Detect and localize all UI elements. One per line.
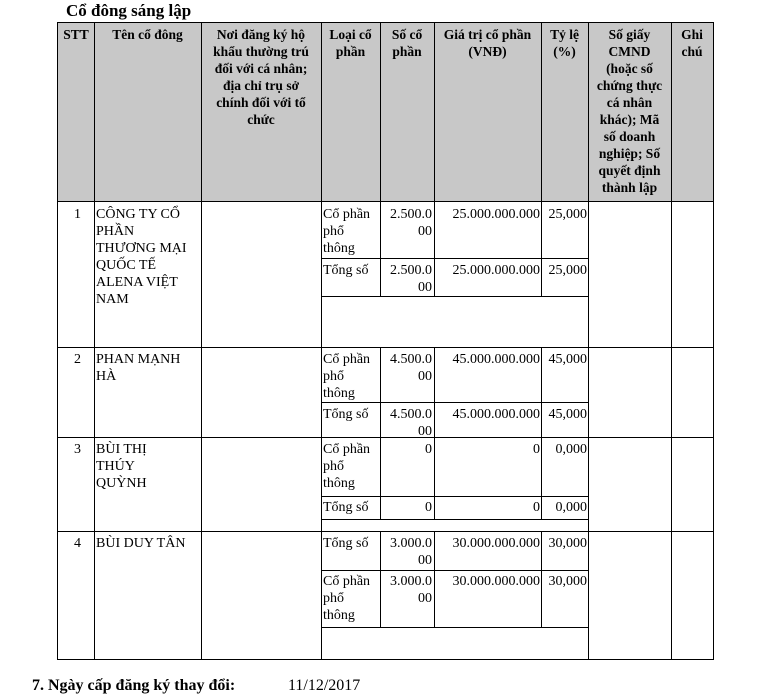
row-2-stt: 2 bbox=[74, 352, 81, 367]
change-date-label: 7. Ngày cấp đăng ký thay đổi: bbox=[32, 677, 236, 694]
row-4-value-1: 30.000.000.000 bbox=[452, 536, 540, 551]
row-1-stt: 1 bbox=[74, 207, 81, 222]
row-3-type-2: Tổng số bbox=[323, 500, 369, 515]
row-2-type-2: Tổng số bbox=[323, 407, 369, 422]
row-1-count-2: 2.500.0 00 bbox=[390, 263, 432, 295]
row-2-count-1: 4.500.0 00 bbox=[390, 352, 432, 384]
row-1-value-1: 25.000.000.000 bbox=[452, 207, 540, 222]
row-2-value-2: 45.000.000.000 bbox=[452, 407, 540, 422]
row-2-ratio-1: 45,000 bbox=[548, 352, 587, 367]
row-2-ratio-2: 45,000 bbox=[548, 407, 587, 422]
shareholder-table bbox=[57, 22, 714, 660]
header-share-value: Giá trị cổ phần (VNĐ) bbox=[443, 27, 532, 59]
row-2-value-1: 45.000.000.000 bbox=[452, 352, 540, 367]
row-4-value-2: 30.000.000.000 bbox=[452, 574, 540, 589]
header-name: Tên cổ đông bbox=[112, 27, 183, 42]
row-1-value-2: 25.000.000.000 bbox=[452, 263, 540, 278]
row-1-type-1: Cổ phần phổ thông bbox=[323, 207, 371, 256]
row-2-type-1: Cổ phần phổ thông bbox=[323, 352, 371, 401]
row-3-name: BÙI THỊ THÚY QUỲNH bbox=[96, 442, 147, 491]
header-id-number: Số giấy CMND (hoặc số chứng thực cá nhân khác); Mã số doanh nghiệp; Số quyết định thành lập bbox=[596, 27, 663, 195]
row-4-count-1: 3.000.0 00 bbox=[390, 536, 432, 568]
header-address: Nơi đăng ký hộ khẩu thường trú đối với cá nhân; địa chỉ trụ sở chính đối với tổ chức bbox=[213, 27, 309, 127]
row-4-ratio-2: 30,000 bbox=[548, 574, 587, 589]
change-date-value: 11/12/2017 bbox=[288, 677, 361, 694]
row-3-stt: 3 bbox=[74, 442, 81, 457]
row-1-type-2: Tổng số bbox=[323, 263, 369, 278]
row-4-count-2: 3.000.0 00 bbox=[390, 574, 432, 606]
header-share-type: Loại cổ phần bbox=[329, 27, 372, 59]
row-4-type-1: Tổng số bbox=[323, 536, 369, 551]
row-4-ratio-1: 30,000 bbox=[548, 536, 587, 551]
row-3-value-2: 0 bbox=[533, 500, 540, 515]
row-3-count-2: 0 bbox=[425, 500, 432, 515]
row-1-ratio-1: 25,000 bbox=[548, 207, 587, 222]
header-stt: STT bbox=[63, 27, 89, 42]
row-3-count-1: 0 bbox=[425, 442, 432, 457]
header-ratio: Tỷ lệ (%) bbox=[550, 27, 579, 59]
section-title: Cổ đông sáng lập bbox=[66, 1, 192, 20]
row-4-stt: 4 bbox=[74, 536, 81, 551]
row-4-type-2: Cổ phần phổ thông bbox=[323, 574, 371, 623]
header-note: Ghi chú bbox=[681, 27, 703, 59]
row-1-name: CÔNG TY CỔ PHẦN THƯƠNG MẠI QUỐC TẾ ALENA VIỆT NAM bbox=[96, 207, 187, 307]
row-4-name: BÙI DUY TÂN bbox=[96, 536, 186, 551]
row-3-value-1: 0 bbox=[533, 442, 540, 457]
row-3-type-1: Cổ phần phổ thông bbox=[323, 442, 371, 491]
header-share-count: Số cổ phần bbox=[391, 27, 423, 59]
row-1-ratio-2: 25,000 bbox=[548, 263, 587, 278]
row-3-ratio-1: 0,000 bbox=[555, 442, 587, 457]
row-3-ratio-2: 0,000 bbox=[555, 500, 587, 515]
row-2-name: PHAN MẠNH HÀ bbox=[96, 352, 181, 384]
row-1-count-1: 2.500.0 00 bbox=[390, 207, 432, 239]
row-2-count-2: 4.500.0 00 bbox=[390, 407, 432, 439]
